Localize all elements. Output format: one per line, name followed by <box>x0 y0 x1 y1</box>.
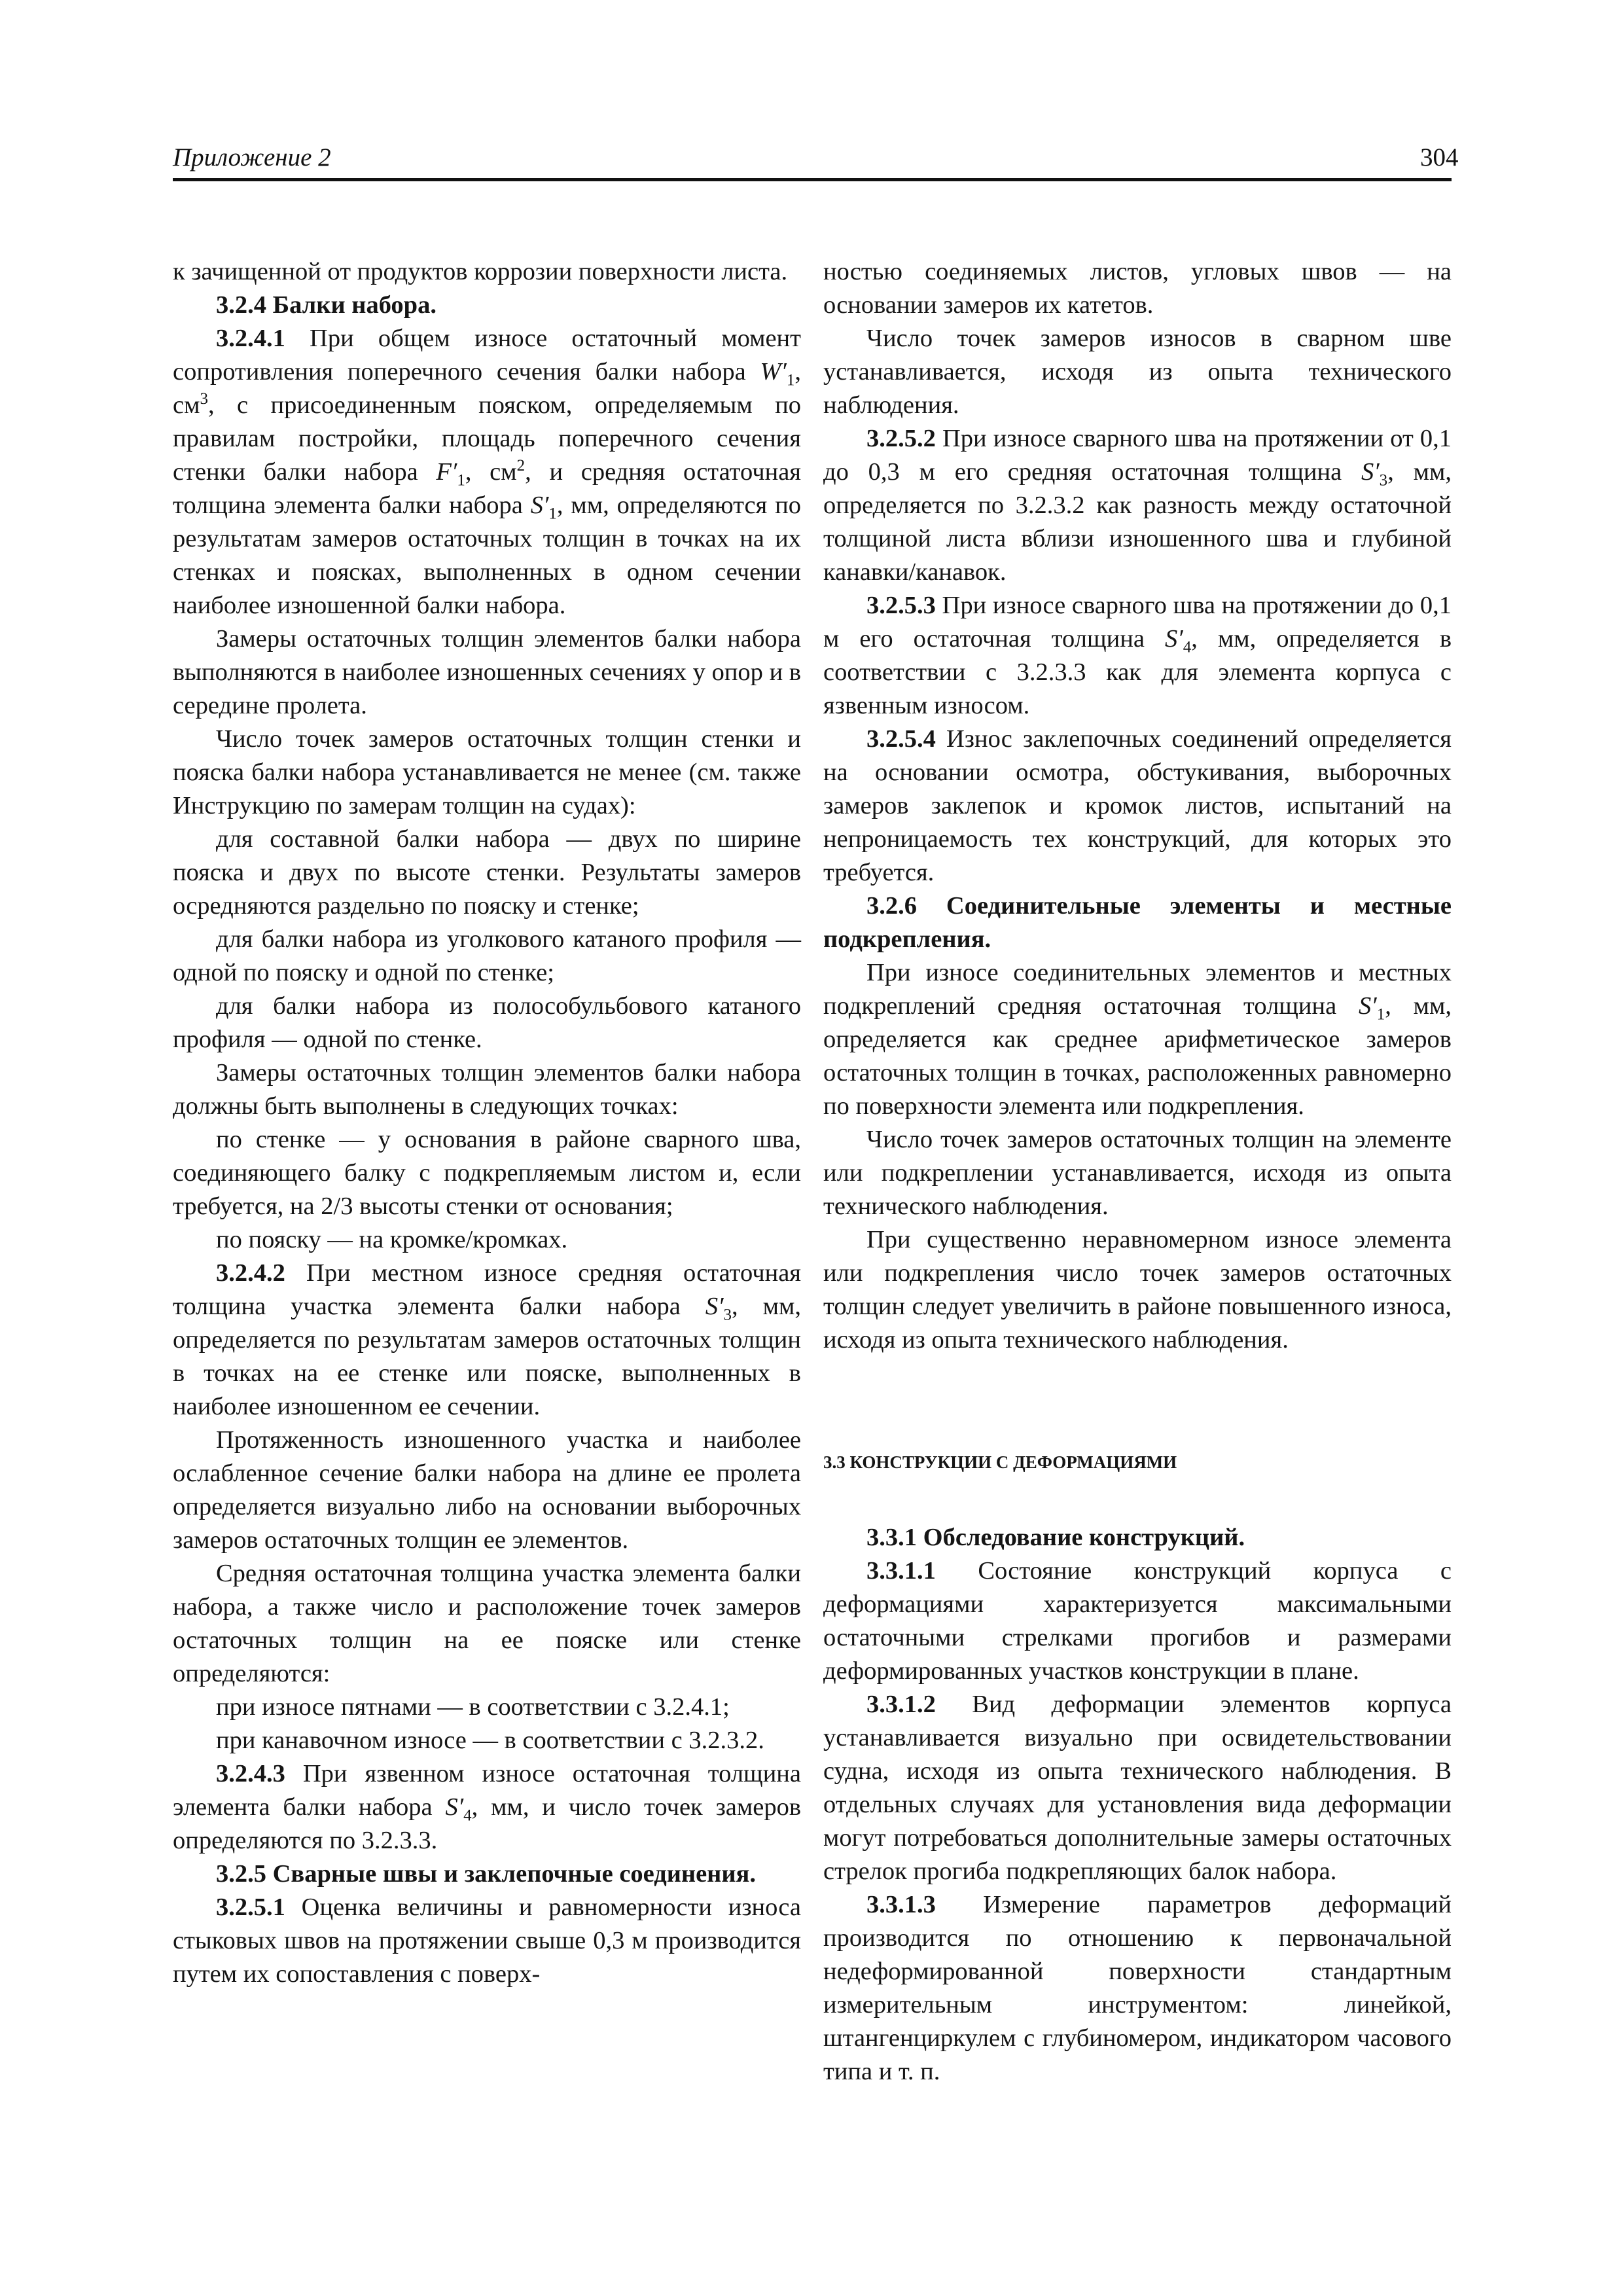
paragraph: по стенке — у основания в районе сварного шва, соединяющего балку с подкрепляемым листом и, если требуется, на 2/3 высоты стенки от основания; <box>173 1126 801 1220</box>
clause-number: 3.2.5.4 <box>866 725 936 753</box>
paragraph-3-2-5-3 <box>823 589 1452 723</box>
spacer <box>823 1479 1452 1521</box>
paragraph-3-2-4-2 <box>173 1257 801 1424</box>
subscript: 1 <box>786 371 795 389</box>
clause-number: 3.2.5.3 <box>866 592 936 619</box>
subscript: 3 <box>723 1306 732 1324</box>
text: , мм, и число точек замеров определяются по 3.2.3.3. <box>173 1793 802 1854</box>
header-rule <box>173 178 1452 181</box>
paragraph-3-3-1-2 <box>823 1688 1452 1888</box>
paragraph: при канавочном износе — в соответствии с 3.2.3.2. <box>216 1727 764 1754</box>
subsection-heading-3-3-1: 3.3.1 Обследование конструкций. <box>866 1524 1245 1551</box>
clause-number: 3.2.5.2 <box>866 425 936 452</box>
text: При общем износе остаточный момент сопротивления поперечного сечения балки набора <box>173 325 801 386</box>
paragraph: к зачищенной от продуктов коррозии поверхности листа. <box>173 258 788 285</box>
paragraph: Замеры остаточных толщин элементов балки набора выполняются в наиболее изношенных сечениях у опор и в середине пролета. <box>173 625 801 719</box>
text: Измерение параметров деформаций производится по отношению к первоначальной недеформированной поверхности стандартным измерительным инструментом: линейкой, штангенциркулем с глубиномером, индикатором часового типа и т. п. <box>823 1891 1452 2085</box>
subsection-heading-3-2-5: 3.2.5 Сварные швы и заклепочные соединения. <box>216 1860 756 1888</box>
symbol: W′ <box>760 358 787 386</box>
text: Оценка величины и равномерности износа стыковых швов на протяжении свыше 0,3 м производится путем их сопоставления с поверх- <box>173 1893 801 1988</box>
text: , мм, определяется как среднее арифметическое замеров остаточных толщин в точках, расположенных равномерно по поверхности элемента или подкрепления. <box>823 992 1452 1120</box>
paragraph: для балки набора из полособульбового катаного профиля — одной по стенке. <box>173 992 801 1053</box>
paragraph-3-3-1-1 <box>823 1554 1452 1688</box>
text: Вид деформации элементов корпуса устанавливается визуально при освидетельствовании судна, исходя из опыта технического наблюдения. В отдельных случаях для установления вида деформации могут потребоваться дополнительные замеры остаточных стрелок прогиба подкрепляющих балок набора. <box>823 1691 1452 1885</box>
subsection-heading-3-2-4: 3.2.4 Балки набора. <box>216 291 437 319</box>
paragraph-3-2-4-1 <box>173 322 801 622</box>
symbol: S′ <box>1359 992 1377 1020</box>
text: При местном износе средняя остаточная толщина участка элемента балки набора <box>173 1259 801 1320</box>
text: , с присоединенным пояском, определяемым по правилам постройки, площадь поперечного сечения стенки балки набора <box>173 391 801 486</box>
subscript: 1 <box>548 505 557 523</box>
clause-number: 3.2.4.3 <box>216 1760 285 1787</box>
paragraph: Число точек замеров остаточных толщин на элементе или подкреплении устанавливается, исходя из опыта технического наблюдения. <box>823 1126 1452 1220</box>
text: , мм, определяется по результатам замеров остаточных толщин в точках на ее стенке или пояске, выполненных в наиболее изношенном ее сечении. <box>173 1293 801 1420</box>
symbol: S′ <box>530 492 549 519</box>
text: При язвенном износе остаточная толщина элемента балки набора <box>173 1760 801 1821</box>
paragraph-3-2-5-4 <box>823 723 1452 889</box>
text: При износе сварного шва на протяжении от 0,1 до 0,3 м его средняя остаточная толщина <box>823 425 1452 486</box>
text: При износе соединительных элементов и местных подкреплений средняя остаточная толщина <box>823 959 1452 1020</box>
subscript: 4 <box>463 1806 472 1825</box>
page-number: 304 <box>1420 143 1459 171</box>
paragraph: Средняя остаточная толщина участка элемента балки набора, а также число и расположение точек замеров остаточных толщин на ее пояске или стенке определяются: <box>173 1560 801 1687</box>
paragraph: При существенно неравномерном износе элемента или подкрепления число точек замеров остаточных толщин следует увеличить в районе повышенного износа, исходя из опыта технического наблюдения. <box>823 1226 1452 1354</box>
subscript: 1 <box>1376 1005 1385 1024</box>
superscript: 3 <box>200 390 208 408</box>
symbol: F′ <box>436 458 457 486</box>
paragraph: ностью соединяемых листов, угловых швов — на основании замеров их катетов. <box>823 258 1452 319</box>
paragraph: Число точек замеров износов в сварном шве устанавливается, исходя из опыта технического наблюдения. <box>823 325 1452 419</box>
clause-number: 3.2.4.1 <box>216 325 285 352</box>
paragraph-3-3-1-3 <box>823 1888 1452 2089</box>
clause-number: 3.2.5.1 <box>216 1893 285 1921</box>
clause-number: 3.3.1.2 <box>866 1691 936 1718</box>
text: , и средняя остаточная толщина элемента балки набора <box>173 458 801 519</box>
paragraph-3-2-4-3 <box>173 1757 801 1857</box>
paragraph: Замеры остаточных толщин элементов балки набора должны быть выполнены в следующих точках: <box>173 1059 801 1120</box>
symbol: S′ <box>705 1293 724 1320</box>
paragraph <box>823 956 1452 1123</box>
subscript: 1 <box>457 471 465 490</box>
symbol: S′ <box>445 1793 464 1821</box>
symbol: S′ <box>1361 458 1380 486</box>
text: , см <box>173 358 801 419</box>
paragraph: Число точек замеров остаточных толщин стенки и пояска балки набора устанавливается не менее (см. также Инструкцию по замерам толщин на судах): <box>173 725 801 819</box>
paragraph-3-2-5-2 <box>823 422 1452 589</box>
subscript: 3 <box>1379 471 1388 490</box>
paragraph: по пояску — на кромке/кромках. <box>216 1226 568 1253</box>
spacer <box>823 1357 1452 1446</box>
clause-number: 3.3.1.1 <box>866 1557 936 1585</box>
text: Износ заклепочных соединений определяется на основании осмотра, обстукивания, выборочных замеров заклепок и кромок листов, испытаний на непроницаемость тех конструкций, для которых это требуется. <box>823 725 1452 886</box>
paragraph: для балки набора из уголкового катаного профиля — одной по пояску и одной по стенке; <box>173 925 801 986</box>
section-heading-3-3: 3.3 КОНСТРУКЦИИ С ДЕФОРМАЦИЯМИ <box>823 1452 1177 1472</box>
right-column <box>823 255 1452 2089</box>
text: , см <box>465 458 517 486</box>
subscript: 4 <box>1183 638 1192 656</box>
text: Состояние конструкций корпуса с деформациями характеризуется максимальными остаточными стрелками прогибов и размерами деформированных участков конструкции в плане. <box>823 1557 1452 1685</box>
symbol: S′ <box>1165 625 1183 653</box>
left-column <box>173 255 801 1991</box>
clause-number: 3.2.4.2 <box>216 1259 285 1287</box>
paragraph-3-2-5-1 <box>173 1891 801 1991</box>
paragraph: для составной балки набора — двух по ширине пояска и двух по высоте стенки. Результаты замеров осредняются раздельно по пояску и стенке; <box>173 825 801 920</box>
superscript: 2 <box>516 457 526 475</box>
paragraph: при износе пятнами — в соответствии с 3.2.4.1; <box>216 1693 730 1721</box>
clause-number: 3.3.1.3 <box>866 1891 936 1918</box>
text: , мм, определяются по результатам замеров остаточных толщин в точках на их стенках и поясках, выполненных в одном сечении наиболее изношенной балки набора. <box>173 492 801 619</box>
running-header-title: Приложение 2 <box>173 143 331 171</box>
text: При износе сварного шва на протяжении до 0,1 м его остаточная толщина <box>823 592 1452 653</box>
text: , мм, определяется по 3.2.3.2 как разность между остаточной толщиной листа вблизи изношенного шва и глубиной канавки/канавок. <box>823 458 1452 586</box>
subsection-heading-3-2-6: 3.2.6 Соединительные элементы и местные подкрепления. <box>823 892 1452 953</box>
paragraph: Протяженность изношенного участка и наиболее ослабленное сечение балки набора на длине ее пролета определяется визуально либо на основании выборочных замеров остаточных толщин ее элементов. <box>173 1426 801 1554</box>
text: , мм, определяется в соответствии с 3.2.3.3 как для элемента корпуса с язвенным износом. <box>823 625 1452 719</box>
